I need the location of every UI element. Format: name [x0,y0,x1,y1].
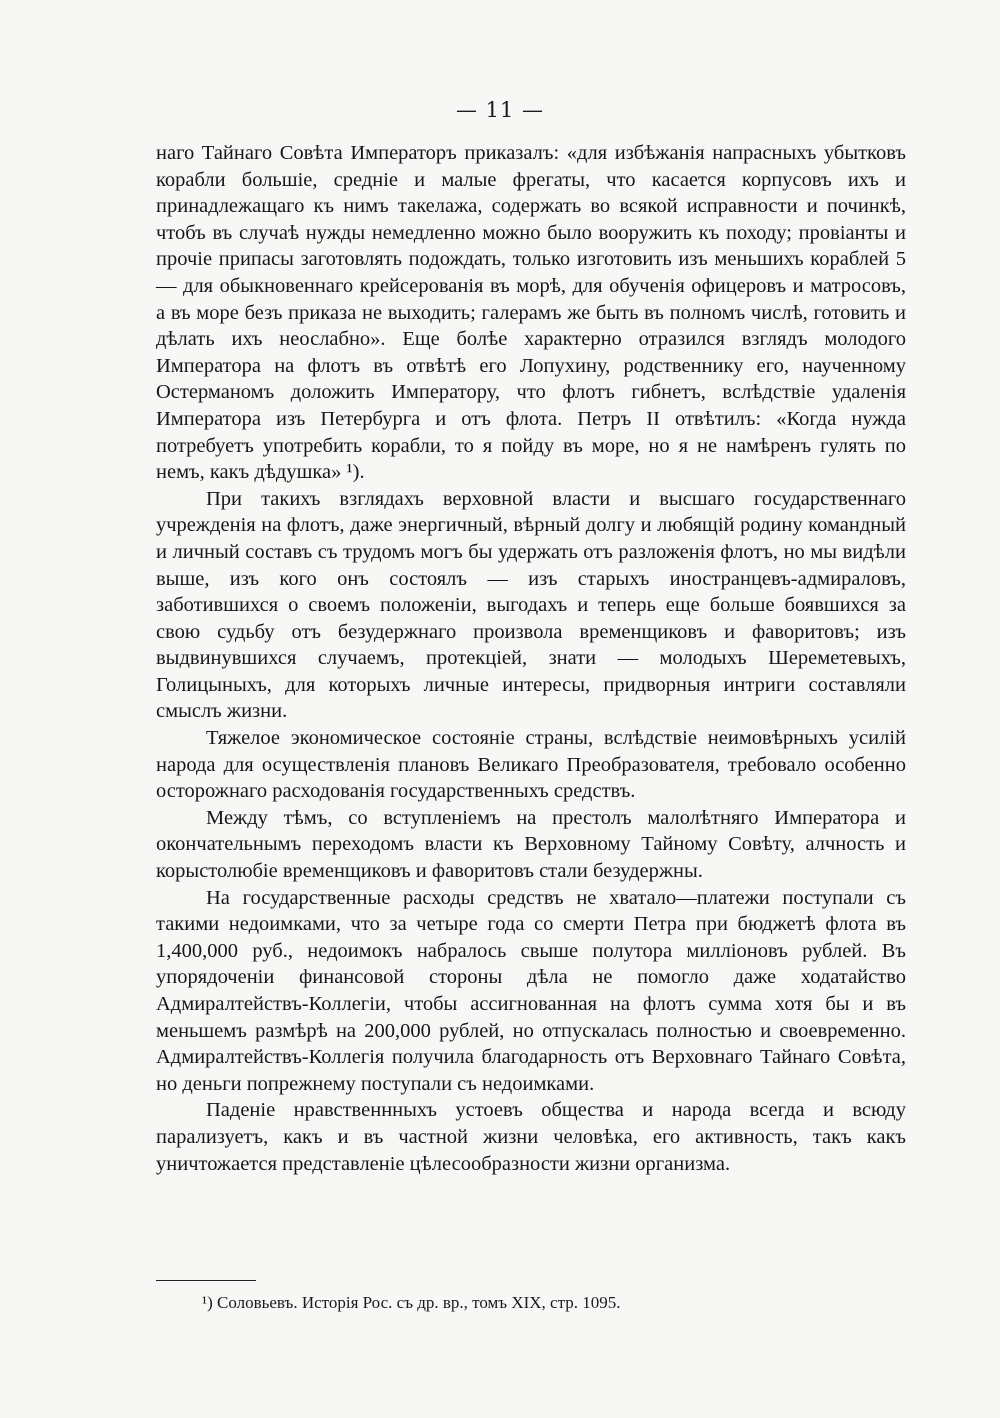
paragraph-1: наго Тайнаго Совѣта Императоръ приказалъ: «для избѣжанія напрасныхъ убытковъ корабли большіе, средніе и малые фрегаты, что касается корпусовъ ихъ и принадлежащаго къ нимъ такелажа, содержать во всякой исправности и починкѣ, чтобъ въ случаѣ нужды немедленно можно было вооружить къ походу; провіанты и прочіе припасы заготовлять подождать, только изготовить изъ меньшихъ кораблей 5 — для обыкновеннаго крейсерованія въ морѣ, для обученія офицеровъ и матросовъ, а въ море безъ приказа не выходить; галерамъ же быть въ полномъ числѣ, готовить и дѣлать ихъ неослабно». Еще болѣе характерно отразился взглядъ молодого Императора на флотъ въ отвѣтѣ его Лопухину, родственнику его, наученному Остерманомъ доложить Императору, что флотъ гибнетъ, вслѣдствіе удаленія Императора изъ Петербурга и отъ флота. Петръ II отвѣтилъ: «Когда нужда потребуетъ употребить корабли, то я пойду въ море, но я не намѣренъ гулять по немъ, какъ дѣдушка» ¹). [156,142,906,484]
footnote-divider [156,1280,256,1281]
paragraph-2: При такихъ взглядахъ верховной власти и высшаго государственнаго учрежденія на флотъ, даже энергичный, вѣрный долгу и любящій родину командный и личный составъ съ трудомъ могъ бы удержать отъ разложенія флотъ, но мы видѣли выше, изъ кого онъ состоялъ — изъ старыхъ иностранцевъ-адмираловъ, заботившихся о своемъ положеніи, выгодахъ и теперь еще больше боявшихся за свою судьбу отъ безудержнаго произвола временщиковъ и фаворитовъ; изъ выдвинувшихся случаемъ, протекціей, знати — молодыхъ Шереметевыхъ, Голицыныхъ, для которыхъ личные интересы, придворныя интриги составляли смыслъ жизни. [156,487,906,723]
paragraph-5: На государственные расходы средствъ не хватало—платежи поступали съ такими недоимками, что за четыре года со смерти Петра при бюджетѣ флота въ 1,400,000 руб., недоимокъ набралось свыше полутора милліоновъ рублей. Въ упорядоченіи финансовой стороны дѣла не помогло даже ходатайство Адмиралтействъ-Коллегіи, чтобы ассигнованная на флотъ сумма хотя бы и въ меньшемъ размѣрѣ на 200,000 рублей, но отпускалась полностью и своевременно. Адмиралтействъ-Коллегія получила благодарность отъ Верховнаго Тайнаго Совѣта, но деньги попрежнему поступали съ недоимками. [156,886,906,1095]
paragraph-6: Паденіе нравственнныхъ устоевъ общества и народа всегда и всюду парализуетъ, какъ и въ частной жизни человѣка, его активность, такъ какъ уничтожается представленіе цѣлесообразности жизни организма. [156,1099,906,1175]
paragraph-3: Тяжелое экономическое состояніе страны, вслѣдствіе неимовѣрныхъ усилій народа для осуществленія плановъ Великаго Преобразователя, требовало особенно осторожнаго расходованія государственныхъ средствъ. [156,727,906,803]
paragraph-4: Между тѣмъ, со вступленіемъ на престолъ малолѣтняго Императора и окончательнымъ переходомъ власти къ Верховному Тайному Совѣту, алчность и корыстолюбіе временщиковъ и фаворитовъ стали безудержны. [156,806,906,883]
body-text [156,140,906,1177]
page-number: — 11 — [455,98,545,122]
footnote: ¹) Соловьевъ. Исторія Рос. съ др. вр., томъ XIX, стр. 1095. [202,1293,621,1312]
